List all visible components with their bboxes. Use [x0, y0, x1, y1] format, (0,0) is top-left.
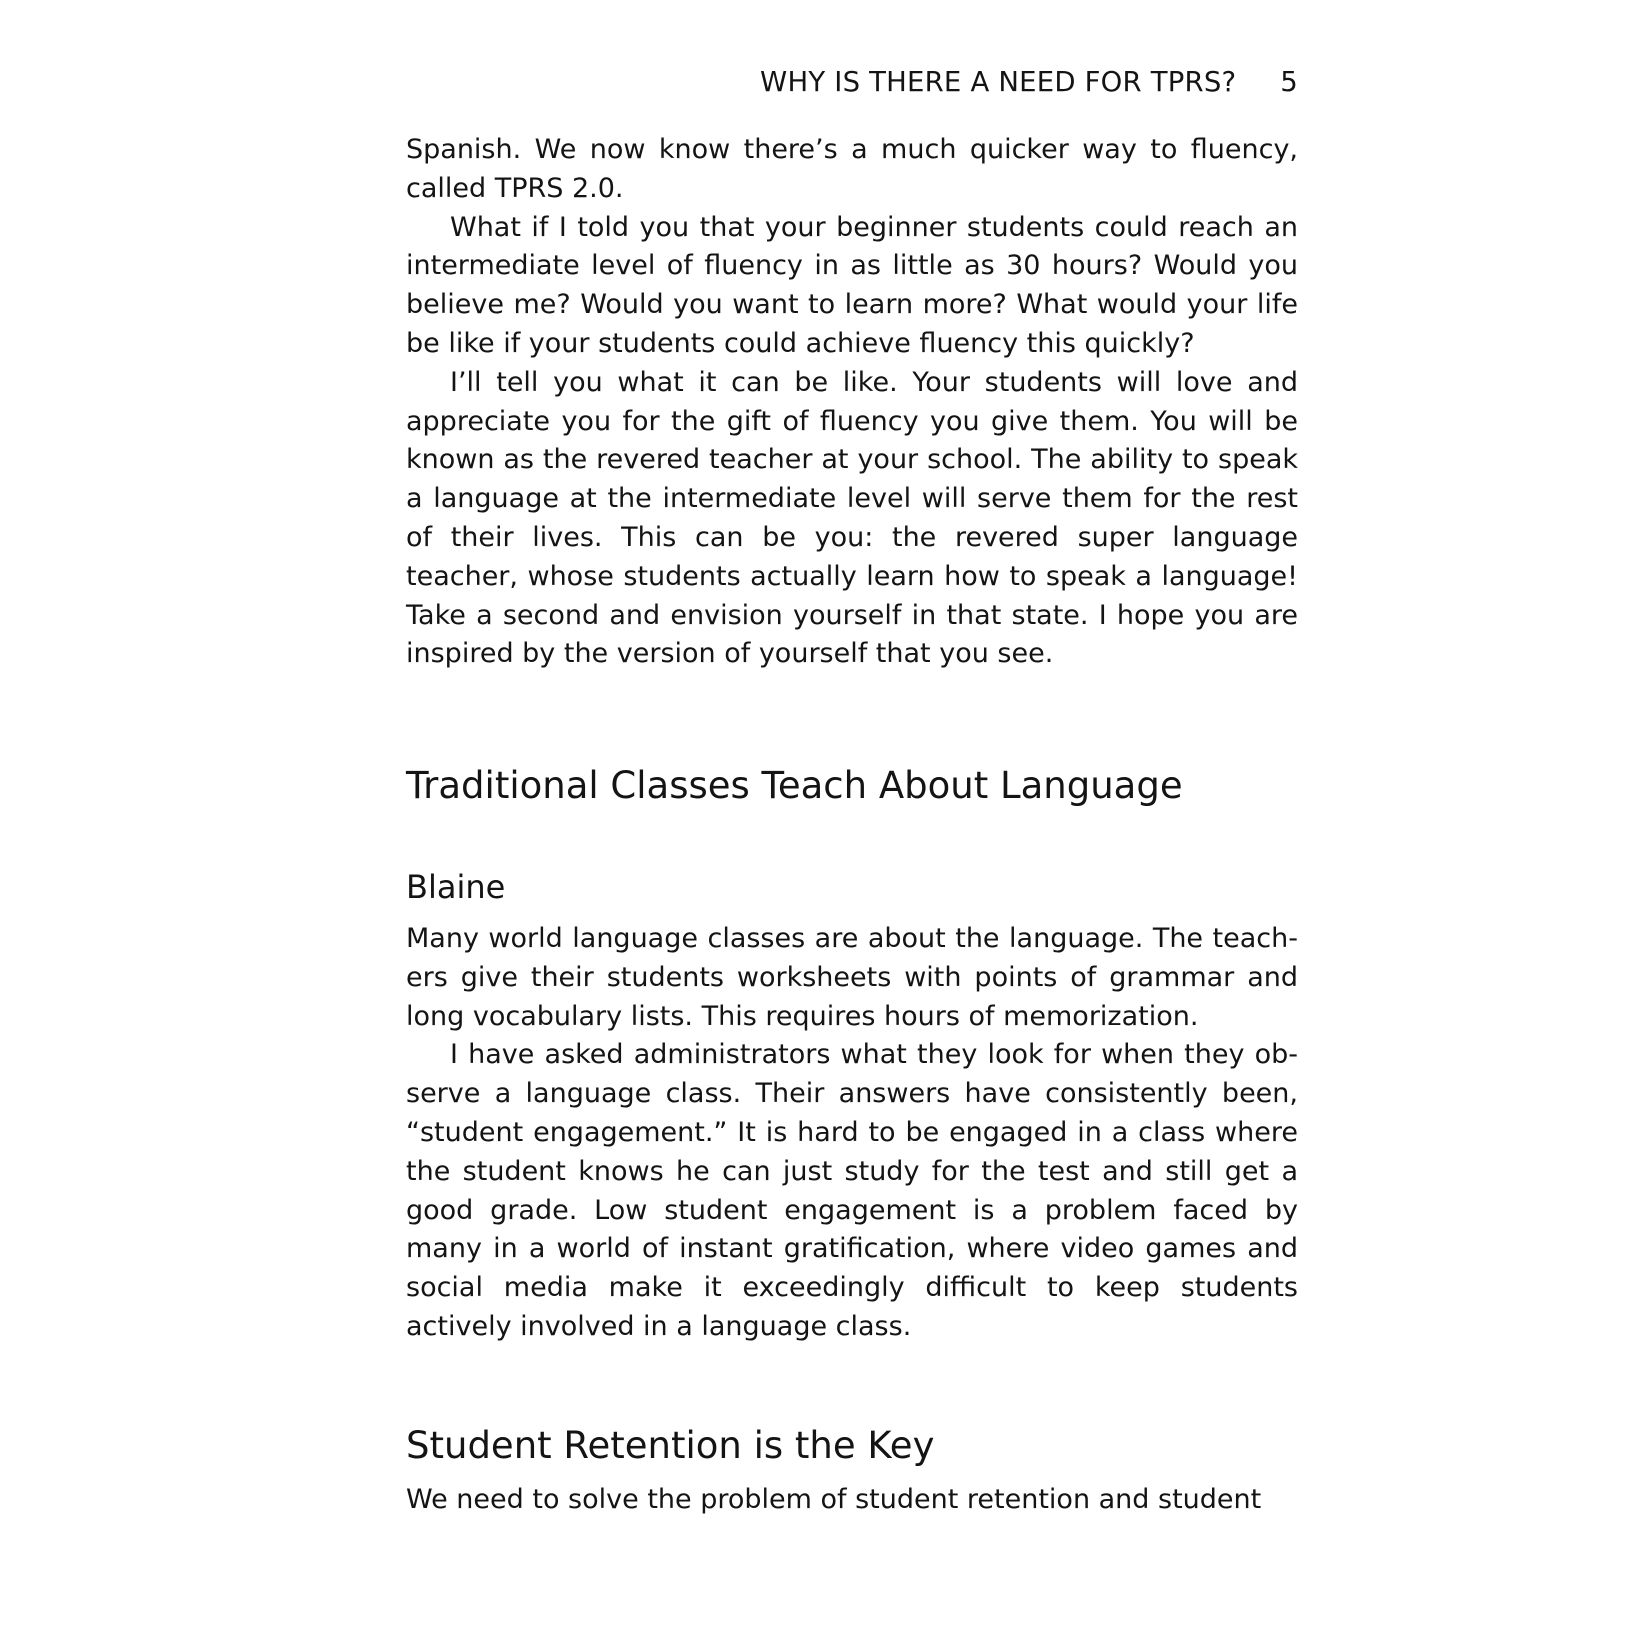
intro-paragraph-3: I’ll tell you what it can be like. Your students will love and appreciate you for the gift of fluency you give them. You will be known as the revered teacher at your school. The ability to speak a language at the intermediate level will serve them for the rest of their lives. This can be you: the revered super language teacher, whose students actually learn how to speak a language! Take a second and envision yourself in that state. I hope you are inspired by the version of yourself that you see. — [406, 366, 1298, 670]
intro-text — [406, 131, 1298, 674]
section-heading-student-retention: Student Retention is the Key — [406, 1424, 935, 1467]
section-heading-traditional-classes: Traditional Classes Teach About Language — [406, 764, 1183, 807]
retention-paragraph-1: We need to solve the problem of student retention and student — [406, 1484, 1262, 1515]
traditional-paragraph-1: Many world language classes are about the language. The teachers give their students worksheets with points of grammar and long vocabulary lists. This requires hours of memorization. — [406, 923, 1298, 1032]
retention-text — [406, 1481, 1298, 1520]
page-number: 5 — [1280, 66, 1298, 98]
traditional-classes-text — [406, 920, 1298, 1347]
subheading-blaine: Blaine — [406, 868, 506, 906]
running-head — [406, 66, 1298, 106]
traditional-paragraph-2: I have asked administrators what they look for when they observe a language class. Their answers have consistently been, “student engagement.” It is hard to be engaged in a class where the student knows he can just study for the test and still get a good grade. Low student engagement is a problem faced by many in a world of instant gratification, where video games and social media make it exceedingly difficult to keep students actively involved in a language class. — [406, 1039, 1298, 1342]
running-head-title: WHY IS THERE A NEED FOR TPRS? — [760, 66, 1237, 98]
intro-paragraph-1: Spanish. We now know there’s a much quicker way to fluency, called TPRS 2.0. — [406, 134, 1298, 204]
intro-paragraph-2: What if I told you that your beginner students could reach an intermediate level of fluency in as little as 30 hours? Would you believe me? Would you want to learn more? What would your life be like if your students could achieve fluency this quickly? — [406, 211, 1298, 359]
